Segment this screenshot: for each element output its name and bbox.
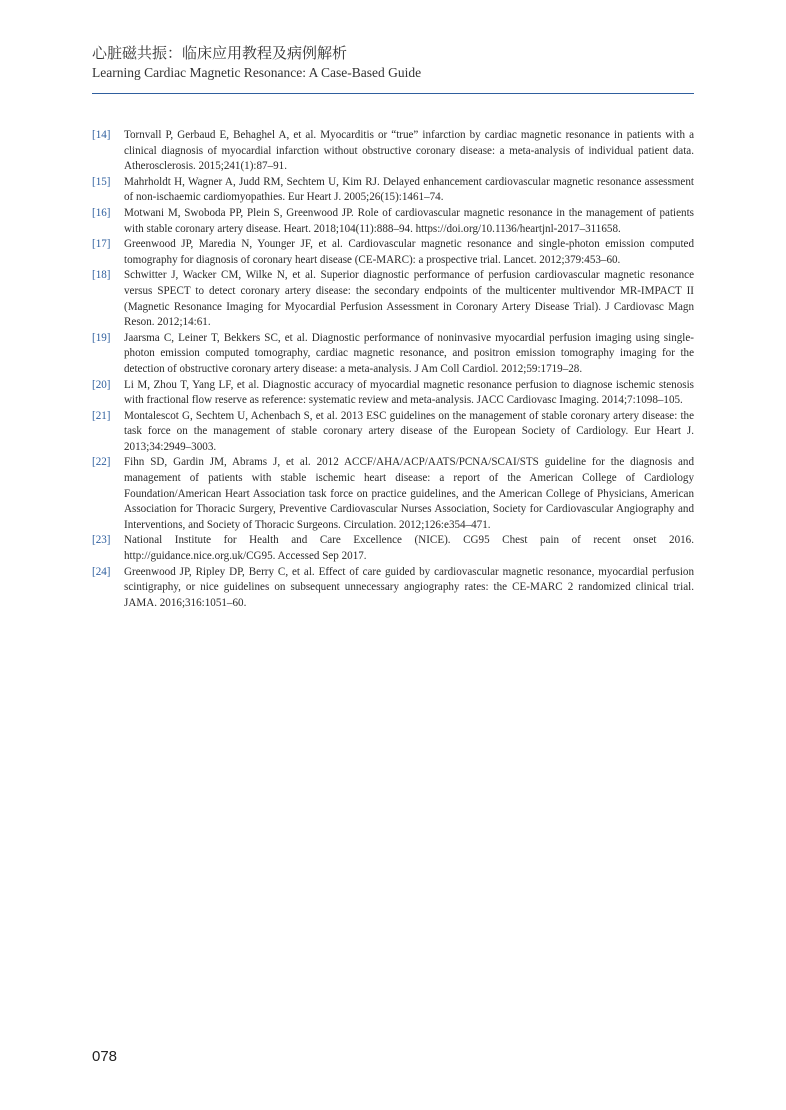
- reference-text: Mahrholdt H, Wagner A, Judd RM, Sechtem U, Kim RJ. Delayed enhancement cardiovascular magnetic resonance assessment of non-ischaemic cardiomyopathies. Eur Heart J. 2005;26(15):1461–74.: [124, 175, 694, 204]
- reference-number: [19]: [92, 331, 111, 344]
- reference-item-22: [92, 455, 694, 533]
- reference-number: [14]: [92, 129, 111, 141]
- reference-number: [18]: [92, 269, 111, 282]
- reference-number: [22]: [92, 456, 111, 469]
- reference-text: Greenwood JP, Ripley DP, Berry C, et al. Effect of care guided by cardiovascular magnetic resonance, myocardial perfusion scintigraphy, or nice guidelines on subsequent unnecessary angiography rates: the CE-MARC 2 randomized clinical trial. JAMA. 2016;316:1051–60.: [124, 565, 694, 609]
- page-number: 078: [92, 1048, 118, 1065]
- reference-number: [20]: [92, 378, 111, 391]
- reference-text: Motwani M, Swoboda PP, Plein S, Greenwood JP. Role of cardiovascular magnetic resonance in the management of patients with stable coronary artery disease. Heart. 2018;104(11):888–94. https://doi.org/10.1136/heartjnl-2017–311658.: [124, 206, 694, 235]
- reference-number: [17]: [92, 238, 111, 251]
- book-title-english: Learning Cardiac Magnetic Resonance: A Case-Based Guide: [92, 65, 422, 80]
- reference-text: Fihn SD, Gardin JM, Abrams J, et al. 2012 ACCF/AHA/ACP/AATS/PCNA/SCAI/STS guideline for the diagnosis and management of patients with stable ischemic heart disease: a report of the American College of Cardiology Foundation/American Heart Association task force on practice guidelines, and the American College of Physicians, American Association for Thoracic Surgery, Preventive Cardiovascular Nurses Association, Society for Cardiovascular Angiography and Interventions, and Society of Thoracic Surgeons. Circulation. 2012;126:e354–471.: [124, 456, 694, 531]
- reference-number: [23]: [92, 534, 111, 547]
- reference-number: [15]: [92, 175, 111, 188]
- header-divider: [92, 93, 694, 94]
- reference-text: Greenwood JP, Maredia N, Younger JF, et al. Cardiovascular magnetic resonance and single-photon emission computed tomography for diagnosis of coronary heart disease (CE-MARC): a prospective trial. Lancet. 2012;379:453–60.: [124, 238, 694, 266]
- reference-item-21: [92, 409, 694, 456]
- book-title-chinese: 心脏磁共振：临床应用教程及病例解析: [92, 44, 348, 62]
- reference-item-20: [92, 378, 694, 409]
- reference-item-17: [92, 237, 694, 268]
- reference-number: [21]: [92, 409, 111, 422]
- reference-number: [24]: [92, 565, 111, 578]
- reference-text: National Institute for Health and Care Excellence (NICE). CG95 Chest pain of recent onset 2016. http://guidance.nice.org.uk/CG95. Accessed Sep 2017.: [124, 534, 694, 563]
- reference-text: Li M, Zhou T, Yang LF, et al. Diagnostic accuracy of myocardial magnetic resonance perfusion to diagnose ischemic stenosis with fractional flow reserve as reference: systematic review and meta-analysis. JACC Cardiovasc Imaging. 2014;7:1098–105.: [124, 378, 694, 407]
- reference-item-23: [92, 533, 694, 564]
- reference-text: Tornvall P, Gerbaud E, Behaghel A, et al. Myocarditis or “true” infarction by cardiac magnetic resonance in patients with a clinical diagnosis of myocardial infarction without obstructive coronary disease: a meta-analysis of individual patient data. Atherosclerosis. 2015;241(1):87–91.: [124, 129, 694, 173]
- reference-item-14: [92, 128, 694, 175]
- reference-item-24: [92, 565, 694, 612]
- reference-item-18: [92, 268, 694, 330]
- reference-item-15: [92, 175, 694, 206]
- reference-list: [92, 128, 694, 611]
- running-header: [92, 44, 694, 81]
- reference-text: Jaarsma C, Leiner T, Bekkers SC, et al. Diagnostic performance of noninvasive myocardial perfusion imaging using single-photon emission computed tomography, cardiac magnetic resonance, and positron emission tomography imaging for the detection of obstructive coronary artery disease: a meta-analysis. J Am Coll Cardiol. 2012;59:1719–28.: [124, 331, 694, 375]
- reference-number: [16]: [92, 206, 111, 219]
- reference-text: Schwitter J, Wacker CM, Wilke N, et al. Superior diagnostic performance of perfusion cardiovascular magnetic resonance versus SPECT to detect coronary artery disease: the secondary endpoints of the multicenter multivendor MR-IMPACT II (Magnetic Resonance Imaging for Myocardial Perfusion Assessment in Coronary Artery Disease Trial). J Cardiovasc Magn Reson. 2012;14:61.: [124, 269, 694, 329]
- reference-item-16: [92, 206, 694, 237]
- reference-item-19: [92, 331, 694, 378]
- reference-text: Montalescot G, Sechtem U, Achenbach S, et al. 2013 ESC guidelines on the management of stable coronary artery disease: the task force on the management of stable coronary artery disease of the European Society of Cardiology. Eur Heart J. 2013;34:2949–3003.: [124, 409, 694, 453]
